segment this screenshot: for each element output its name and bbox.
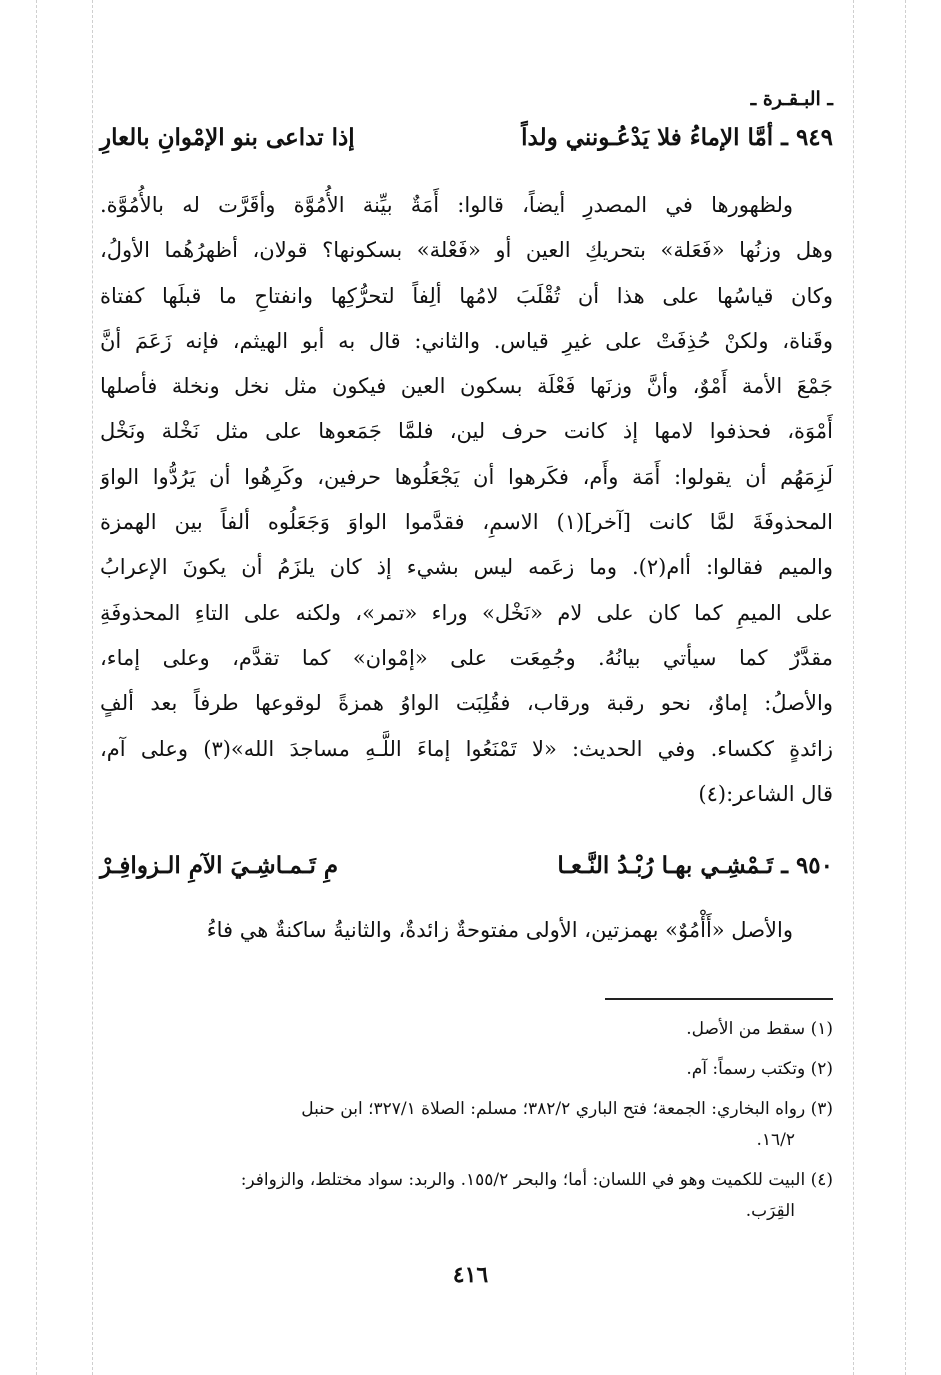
verse-first-hemistich: ٩٤٩ ـ أمَّا الإماءُ فلا يَدْعُـونني ولداً	[521, 124, 833, 151]
text-line: قال الشاعر:(٤)	[698, 781, 833, 806]
text-line: على الميمِ كما كان على لام «نَخْل» وراء «تمر»، ولكنه على التاءِ المحذوفَةِ	[100, 600, 833, 625]
text-line: والميم فقالوا: أام(٢). وما زعَمه ليس بشيء إذ كان يلزَمُ أن يكونَ الإعرابُ	[100, 555, 833, 580]
text-line: جَمْعَ الأمة أَمْوٌ، وأنَّ وزنَها فَعْلَة بسكون العين فيكون مثل نخل ونخلة فأصلها	[100, 374, 833, 399]
text-line: وهل وزنُها «فَعَلة» بتحريكِ العين أو «فَعْلة» بسكونها؟ قولان، أظهرُهُما الأولُ،	[100, 238, 833, 263]
text-line: وكان قياسُها على هذا أن تُقْلَبَ لامُها ألِفاً لتحرُّكِها وانفتاحِ ما قبلَها كفتاة	[100, 283, 833, 308]
scan-guide-line	[92, 0, 93, 1375]
verse-950	[100, 852, 833, 879]
footnote-line: القِرَب.	[745, 1201, 795, 1221]
text-line: ولظهورها في المصدرِ أيضاً، قالوا: أَمَةٌ بيِّنة الأُمُوَّة وأقَرَّت له بالأُمُوَّة.	[100, 193, 793, 217]
footnote-divider	[605, 998, 833, 1000]
footnote-line: (٢) وتكتب رسماً: آم.	[686, 1059, 833, 1079]
verse-second-hemistich: إذا تداعى بنو الإمْوانِ بالعارِ	[100, 124, 355, 151]
footnote-line: (١) سقط من الأصل.	[686, 1019, 833, 1039]
verse-first-hemistich: ٩٥٠ ـ تَـمْشِـي بهـا رُبْـدُ النَّـعـا	[557, 852, 833, 879]
text-line: وقَناة، ولكنْ حُذِفَتْ على غيرِ قياس. والثاني: قال به أبو الهيثم، فإنه زَعَمَ أنَّ	[100, 328, 833, 353]
main-text	[100, 183, 833, 817]
running-head: ـ البـقـرة ـ	[750, 88, 833, 110]
footnotes	[100, 1014, 833, 1227]
footnote-gap	[100, 1085, 833, 1094]
text-line: والأصلُ: إماوٌ، نحو رقبة ورقاب، فقُلِبَت الواوُ همزةً لوقوعها طرفاً بعد ألفٍ	[100, 691, 833, 716]
continuation-text	[100, 908, 833, 953]
footnote-gap	[100, 1045, 833, 1054]
text-line: مقدَّرٌ كما سيأتي بيانُهُ. وجُمِعَت على «إمْوان» كما تقدَّم، وعلى إماء،	[100, 645, 833, 670]
text-line: والأصل «أَأْمُوٌ» بهمزتين، الأولى مفتوحةٌ زائدةٌ، والثانيةُ ساكنةٌ هي فاءُ	[206, 918, 793, 942]
scan-guide-line	[36, 0, 37, 1375]
text-line: زائدةٍ ككساء. وفي الحديث: «لا تَمْنَعُوا إماءَ اللَّـهِ مساجدَ الله»(٣) وعلى آم،	[100, 736, 833, 761]
footnote-line: (٤) البيت للكميت وهو في اللسان: أما؛ والبحر ١٥٥/٢. والربد: سواد مختلط، والزوافر:	[240, 1170, 833, 1190]
footnote-line: (٣) رواه البخاري: الجمعة؛ فتح الباري ٣٨٢/٢؛ مسلم: الصلاة ٣٢٧/١؛ ابن حنبل	[301, 1099, 833, 1119]
text-line: لَزِمَهُم أن يقولوا: أَمَة وأَم، فكَرهوا أن يَجْعَلُوها حرفين، وكَرِهُوا أن يَرُدُّوا الواوَ	[100, 464, 833, 489]
footnote-gap	[100, 1156, 833, 1165]
verse-949	[100, 124, 833, 151]
text-line: المحذوفَةَ لمَّا كانت [آخر](١) الاسمِ، فقدَّموا الواوَ وَجَعَلُوه ألفاً بين الهمزة	[100, 510, 833, 535]
scan-guide-line	[905, 0, 906, 1375]
page-number: ٤١٦	[452, 1262, 489, 1288]
scan-guide-line	[853, 0, 854, 1375]
footnote-line: ١٦/٢.	[756, 1130, 795, 1150]
text-line: أَمْوَة، فحذفوا لامها إذ كانت حرف لين، فلمَّا جَمَعوها على مثل نَخْلة ونَخْل	[100, 419, 833, 444]
verse-second-hemistich: مِ تَـمـاشِـيَ الآمِ الـزوافِـرْ	[100, 852, 339, 879]
